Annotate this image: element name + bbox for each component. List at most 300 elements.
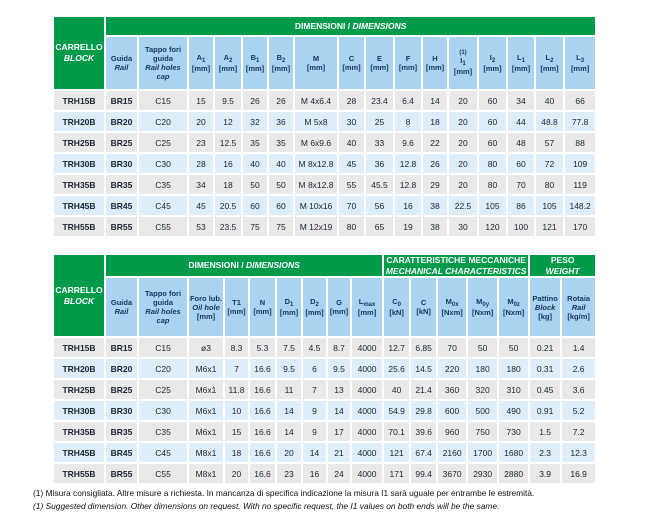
- table-row: [54, 422, 595, 441]
- column-label-en: Oil hole: [192, 302, 220, 312]
- table-cell: 50: [468, 338, 497, 357]
- column-label-en: Rail: [114, 63, 129, 72]
- table-cell: 18: [225, 443, 248, 462]
- table-cell: 1.5: [530, 422, 560, 441]
- table-cell: 6.85: [411, 338, 436, 357]
- table-cell: 18: [215, 175, 241, 194]
- column-unit: [mm]: [305, 308, 324, 318]
- column-header: [536, 37, 563, 89]
- table-cell: BR30: [106, 401, 137, 420]
- column-symbol: [352, 297, 382, 308]
- symbol-base: L: [545, 53, 551, 62]
- column-label-en: Block: [534, 302, 556, 312]
- table-cell: 38: [423, 217, 447, 236]
- column-unit: [kN]: [389, 308, 404, 318]
- table-cell: 14.5: [411, 359, 436, 378]
- table-cell: 20: [449, 133, 477, 152]
- column-symbol: [295, 54, 337, 63]
- column-header: [106, 278, 137, 336]
- column-header: [339, 37, 364, 89]
- table-cell: 23: [277, 464, 301, 483]
- table-cell: M 10x16: [295, 196, 337, 215]
- table-cell: 0.31: [530, 359, 560, 378]
- table-cell: 17: [328, 422, 350, 441]
- table-cell: 16.6: [250, 401, 275, 420]
- table-cell: 3670: [438, 464, 466, 483]
- column-header: [562, 278, 595, 336]
- table-cell: 80: [479, 154, 506, 173]
- column-note: (1): [459, 50, 467, 56]
- header-sub-row: [54, 37, 595, 89]
- table-cell: 99.4: [411, 464, 436, 483]
- symbol-base: D: [310, 297, 316, 307]
- symbol-subscript: 2: [550, 58, 554, 64]
- table-cell: 14: [423, 91, 447, 110]
- table-cell: BR25: [106, 380, 137, 399]
- symbol-base: M: [507, 297, 514, 307]
- table-cell: 50: [269, 175, 293, 194]
- table-cell: 170: [565, 217, 595, 236]
- table-cell: 7: [303, 380, 326, 399]
- table-cell: 40: [269, 154, 293, 173]
- table-cell: 4000: [352, 401, 382, 420]
- table-cell: 12.8: [395, 175, 421, 194]
- table-cell: BR20: [106, 112, 137, 131]
- column-symbol: [411, 298, 436, 307]
- column-unit: [kg]: [538, 311, 552, 321]
- dimensions-table-body: [54, 91, 595, 236]
- symbol-base: I: [489, 53, 492, 62]
- column-symbol: [565, 53, 595, 64]
- table-cell: 75: [269, 217, 293, 236]
- symbol-base: M: [476, 297, 483, 307]
- table-cell: 70: [339, 196, 364, 215]
- table-cell: 40: [243, 154, 267, 173]
- table-cell: 5.3: [250, 338, 275, 357]
- table-cell: 12.8: [395, 154, 421, 173]
- table-cell: 4000: [352, 380, 382, 399]
- table-cell: 60: [479, 91, 506, 110]
- table-cell: M 8x12.8: [295, 154, 337, 173]
- symbol-subscript: 1: [521, 58, 525, 64]
- symbol-base: B: [250, 53, 257, 62]
- column-symbol: [328, 298, 350, 307]
- column-unit: [Nxm]: [502, 308, 525, 318]
- column-unit: [mm]: [306, 63, 326, 72]
- table-cell: 15: [189, 91, 213, 110]
- column-symbol: [215, 53, 241, 64]
- table-cell: M 5x8: [295, 112, 337, 131]
- table-cell: 54.9: [384, 401, 409, 420]
- symbol-subscript: 1: [462, 61, 466, 67]
- symbol-base: E: [376, 54, 382, 63]
- mechanical-table-header: [54, 255, 595, 336]
- column-label-it: Guida: [110, 298, 133, 308]
- table-cell: 220: [438, 359, 466, 378]
- column-header: [499, 278, 528, 336]
- table-cell: 7.2: [562, 422, 595, 441]
- table-cell: 33: [366, 133, 393, 152]
- table-cell: M 8x12.8: [295, 175, 337, 194]
- table-cell: 6: [303, 359, 326, 378]
- column-header: [366, 37, 393, 89]
- column-header: [243, 37, 267, 89]
- table-cell: 16.6: [250, 422, 275, 441]
- column-header: [189, 37, 213, 89]
- table-cell: 9.5: [328, 359, 350, 378]
- table-cell: TRH30B: [54, 401, 104, 420]
- table-cell: 20: [449, 91, 477, 110]
- group-header: [106, 255, 382, 276]
- table-cell: 12.3: [562, 443, 595, 462]
- table-cell: M6x1: [189, 359, 223, 378]
- block-corner-header: [54, 255, 104, 336]
- table-cell: TRH15B: [54, 338, 104, 357]
- table-cell: 45.5: [366, 175, 393, 194]
- symbol-base: C: [420, 298, 427, 308]
- column-header: [277, 278, 301, 336]
- table-cell: 14: [303, 443, 326, 462]
- table-cell: 12: [215, 112, 241, 131]
- table-row: [54, 464, 595, 483]
- table-cell: 88: [565, 133, 595, 152]
- footnote-english: (1) Suggested dimension. Other dimensions on request. With no specific request, the I1 values on both ends will be the same.: [33, 500, 500, 511]
- column-unit: [mm]: [511, 64, 531, 73]
- symbol-base: C: [348, 54, 355, 63]
- table-cell: 50: [243, 175, 267, 194]
- table-cell: 4000: [352, 422, 382, 441]
- table-cell: TRH15B: [54, 91, 104, 110]
- table-cell: 9.5: [215, 91, 241, 110]
- column-label-it: Pattino: [532, 293, 558, 303]
- column-symbol: [366, 54, 393, 63]
- column-header: [395, 37, 421, 89]
- table-row: [54, 359, 595, 378]
- table-cell: C45: [139, 196, 187, 215]
- column-unit: [mm]: [398, 63, 418, 72]
- table-cell: TRH35B: [54, 422, 104, 441]
- table-cell: C35: [139, 422, 187, 441]
- group-label-separator: /: [345, 20, 353, 31]
- table-cell: 34: [508, 91, 534, 110]
- table-cell: 8.7: [328, 338, 350, 357]
- symbol-subscript: 2: [315, 302, 319, 309]
- column-header: [565, 37, 595, 89]
- table-cell: 35: [269, 133, 293, 152]
- table-row: [54, 175, 595, 194]
- table-cell: 39.6: [411, 422, 436, 441]
- table-cell: 3.9: [530, 464, 560, 483]
- table-cell: 148.2: [565, 196, 595, 215]
- table-cell: 730: [499, 422, 528, 441]
- table-cell: TRH55B: [54, 217, 104, 236]
- column-unit: [mm]: [227, 307, 246, 317]
- table-cell: 0.21: [530, 338, 560, 357]
- column-symbol: [508, 53, 534, 64]
- table-cell: 2930: [468, 464, 497, 483]
- table-cell: 2160: [438, 443, 466, 462]
- column-header: [250, 278, 275, 336]
- table-cell: TRH20B: [54, 112, 104, 131]
- group-header: [106, 17, 595, 35]
- table-cell: BR35: [106, 175, 137, 194]
- column-label-it: Guida: [110, 54, 133, 63]
- table-cell: 22: [423, 133, 447, 152]
- group-label-it: DIMENSIONI: [188, 260, 239, 271]
- table-cell: M 12x19: [295, 217, 337, 236]
- table-cell: 20.5: [215, 196, 241, 215]
- group-label-it: DIMENSIONI: [294, 20, 346, 31]
- table-cell: 10: [225, 401, 248, 420]
- column-header: [384, 278, 409, 336]
- dimensions-table-header: [54, 17, 595, 89]
- column-header: [508, 37, 534, 89]
- table-cell: 9: [303, 422, 326, 441]
- column-label-it: Tappo fori guida: [144, 289, 182, 308]
- column-header: [438, 278, 466, 336]
- symbol-base: B: [276, 53, 283, 62]
- table-cell: 23.4: [366, 91, 393, 110]
- table-cell: 65: [366, 217, 393, 236]
- table-cell: 14: [277, 401, 301, 420]
- table-cell: 121: [384, 443, 409, 462]
- column-unit: [mm]: [357, 308, 377, 318]
- symbol-base: L: [517, 53, 522, 62]
- column-symbol: [277, 297, 301, 308]
- table-cell: 9: [303, 401, 326, 420]
- table-cell: 70: [508, 175, 534, 194]
- column-unit: [Nxm]: [441, 308, 463, 318]
- column-header: [215, 37, 241, 89]
- table-cell: C20: [139, 359, 187, 378]
- table-cell: 20: [277, 443, 301, 462]
- table-cell: 60: [508, 154, 534, 173]
- table-cell: 16.6: [250, 443, 275, 462]
- table-cell: 5.2: [562, 401, 595, 420]
- corner-label-en: BLOCK: [63, 53, 95, 63]
- table-cell: 80: [536, 175, 563, 194]
- table-cell: M6x1: [189, 380, 223, 399]
- table-cell: TRH45B: [54, 196, 104, 215]
- table-cell: 320: [468, 380, 497, 399]
- table-cell: 35: [243, 133, 267, 152]
- symbol-base: G: [336, 298, 342, 308]
- corner-label-it: CARRELLO: [55, 42, 103, 53]
- table-cell: 16: [303, 464, 326, 483]
- column-unit: [mm]: [370, 63, 389, 72]
- table-cell: 66: [565, 91, 595, 110]
- column-unit: [mm]: [329, 307, 349, 317]
- column-header: [530, 278, 560, 336]
- symbol-subscript: 2: [491, 58, 496, 64]
- table-cell: 105: [479, 196, 506, 215]
- column-label-it: Tappo fori guida: [144, 45, 182, 63]
- column-header: [479, 37, 506, 89]
- table-cell: 67.4: [411, 443, 436, 462]
- table-cell: 0.91: [530, 401, 560, 420]
- column-header: [225, 278, 248, 336]
- table-cell: TRH25B: [54, 133, 104, 152]
- table-cell: 750: [468, 422, 497, 441]
- block-corner-header: [54, 17, 104, 89]
- table-cell: 25.6: [384, 359, 409, 378]
- table-cell: ø3: [189, 338, 223, 357]
- column-label-en: Rail: [571, 302, 586, 312]
- table-cell: C55: [139, 217, 187, 236]
- table-cell: 8: [395, 112, 421, 131]
- table-cell: 11.8: [225, 380, 248, 399]
- symbol-base: L: [576, 53, 581, 62]
- column-unit: [mm]: [342, 63, 361, 72]
- symbol-base: L: [358, 297, 364, 307]
- table-cell: 360: [438, 380, 466, 399]
- table-cell: 24: [328, 464, 350, 483]
- table-cell: BR20: [106, 359, 137, 378]
- column-unit: [mm]: [483, 64, 502, 73]
- column-header: [328, 278, 350, 336]
- table-cell: 109: [565, 154, 595, 173]
- column-symbol: [339, 54, 364, 63]
- table-cell: M6x1: [189, 422, 223, 441]
- column-label-en: Rail: [114, 307, 129, 317]
- symbol-base: I: [460, 56, 463, 65]
- table-cell: 180: [468, 359, 497, 378]
- table-cell: 1680: [499, 443, 528, 462]
- table-cell: 20: [449, 175, 477, 194]
- footnote-italian: (1) Misura consigliata. Altre misure a richiesta. In mancanza di specifica indicazione la misura I1 sarà uguale per entrambe le estremità.: [33, 488, 535, 498]
- table-cell: 100: [508, 217, 534, 236]
- table-row: [54, 380, 595, 399]
- column-symbol: [225, 298, 248, 307]
- symbol-subscript: 0: [397, 302, 401, 309]
- table-cell: 20: [189, 112, 213, 131]
- table-cell: C25: [139, 133, 187, 152]
- column-symbol: [479, 53, 506, 64]
- table-cell: 23.5: [215, 217, 241, 236]
- table-cell: 48.8: [536, 112, 563, 131]
- symbol-base: M: [445, 297, 452, 307]
- table-cell: 121: [536, 217, 563, 236]
- table-cell: 26: [269, 91, 293, 110]
- table-cell: 12.5: [215, 133, 241, 152]
- table-cell: 60: [479, 112, 506, 131]
- table-cell: 105: [536, 196, 563, 215]
- table-cell: 38: [423, 196, 447, 215]
- column-label-it: Rotaia: [567, 293, 591, 303]
- column-symbol: [536, 53, 563, 64]
- table-cell: 500: [468, 401, 497, 420]
- table-cell: 40: [384, 380, 409, 399]
- group-label-en: DIMENSIONS: [245, 260, 300, 271]
- column-unit: [mm]: [271, 64, 291, 73]
- table-cell: 15: [225, 422, 248, 441]
- column-symbol: [269, 53, 293, 64]
- table-cell: 7.5: [277, 338, 301, 357]
- symbol-subscript: 1: [256, 58, 260, 64]
- table-cell: 19: [395, 217, 421, 236]
- table-cell: C35: [139, 175, 187, 194]
- table-cell: M6x1: [189, 401, 223, 420]
- group-header: [384, 255, 528, 276]
- table-cell: 14: [328, 401, 350, 420]
- table-cell: 80: [479, 175, 506, 194]
- table-cell: 20: [449, 112, 477, 131]
- column-unit: [mm]: [196, 311, 216, 321]
- table-cell: 40: [536, 91, 563, 110]
- table-cell: 45: [189, 196, 213, 215]
- table-cell: 60: [269, 196, 293, 215]
- column-symbol: [303, 297, 326, 308]
- column-header: [139, 37, 187, 89]
- column-unit: [mm]: [191, 64, 211, 73]
- table-cell: M8x1: [189, 443, 223, 462]
- table-cell: C15: [139, 91, 187, 110]
- table-cell: 1700: [468, 443, 497, 462]
- symbol-subscript: 0z: [513, 302, 520, 309]
- column-header: [423, 37, 447, 89]
- table-cell: 3.6: [562, 380, 595, 399]
- symbol-subscript: 2: [229, 58, 233, 64]
- table-cell: TRH30B: [54, 154, 104, 173]
- table-row: [54, 217, 595, 236]
- table-cell: BR45: [106, 196, 137, 215]
- table-cell: 2880: [499, 464, 528, 483]
- symbol-base: H: [432, 54, 438, 63]
- table-cell: 490: [499, 401, 528, 420]
- table-cell: 55: [339, 175, 364, 194]
- table-cell: 171: [384, 464, 409, 483]
- table-cell: 60: [479, 133, 506, 152]
- column-unit: [mm]: [253, 307, 272, 317]
- mechanical-table-body: [54, 338, 595, 483]
- table-cell: 6.4: [395, 91, 421, 110]
- table-cell: 16.6: [250, 464, 275, 483]
- table-cell: 9.6: [395, 133, 421, 152]
- symbol-subscript: 0y: [482, 302, 490, 309]
- symbol-base: D: [284, 297, 291, 307]
- table-cell: 29.8: [411, 401, 436, 420]
- table-cell: 18: [423, 112, 447, 131]
- table-cell: 50: [499, 338, 528, 357]
- table-cell: 16: [215, 154, 241, 173]
- column-label-en: Rail holes cap: [145, 63, 181, 81]
- table-cell: C45: [139, 443, 187, 462]
- symbol-base: A: [196, 53, 203, 62]
- table-cell: TRH55B: [54, 464, 104, 483]
- table-cell: 75: [243, 217, 267, 236]
- table-cell: 45: [339, 154, 364, 173]
- table-cell: 2.3: [530, 443, 560, 462]
- table-cell: 13: [328, 380, 350, 399]
- table-cell: 53: [189, 217, 213, 236]
- corner-label-it: CARRELLO: [55, 285, 103, 295]
- table-cell: 26: [243, 91, 267, 110]
- group-header: [530, 255, 595, 276]
- column-symbol: [189, 53, 213, 64]
- column-header: [303, 278, 326, 336]
- table-cell: 4000: [352, 464, 382, 483]
- column-header: [449, 37, 477, 89]
- column-header: [411, 278, 436, 336]
- table-cell: 119: [565, 175, 595, 194]
- table-row: [54, 338, 595, 357]
- table-cell: 28: [189, 154, 213, 173]
- table-cell: 310: [499, 380, 528, 399]
- table-cell: BR55: [106, 217, 137, 236]
- table-cell: 36: [366, 154, 393, 173]
- group-label-it: PESO: [550, 255, 575, 265]
- corner-label-en: BLOCK: [63, 295, 95, 306]
